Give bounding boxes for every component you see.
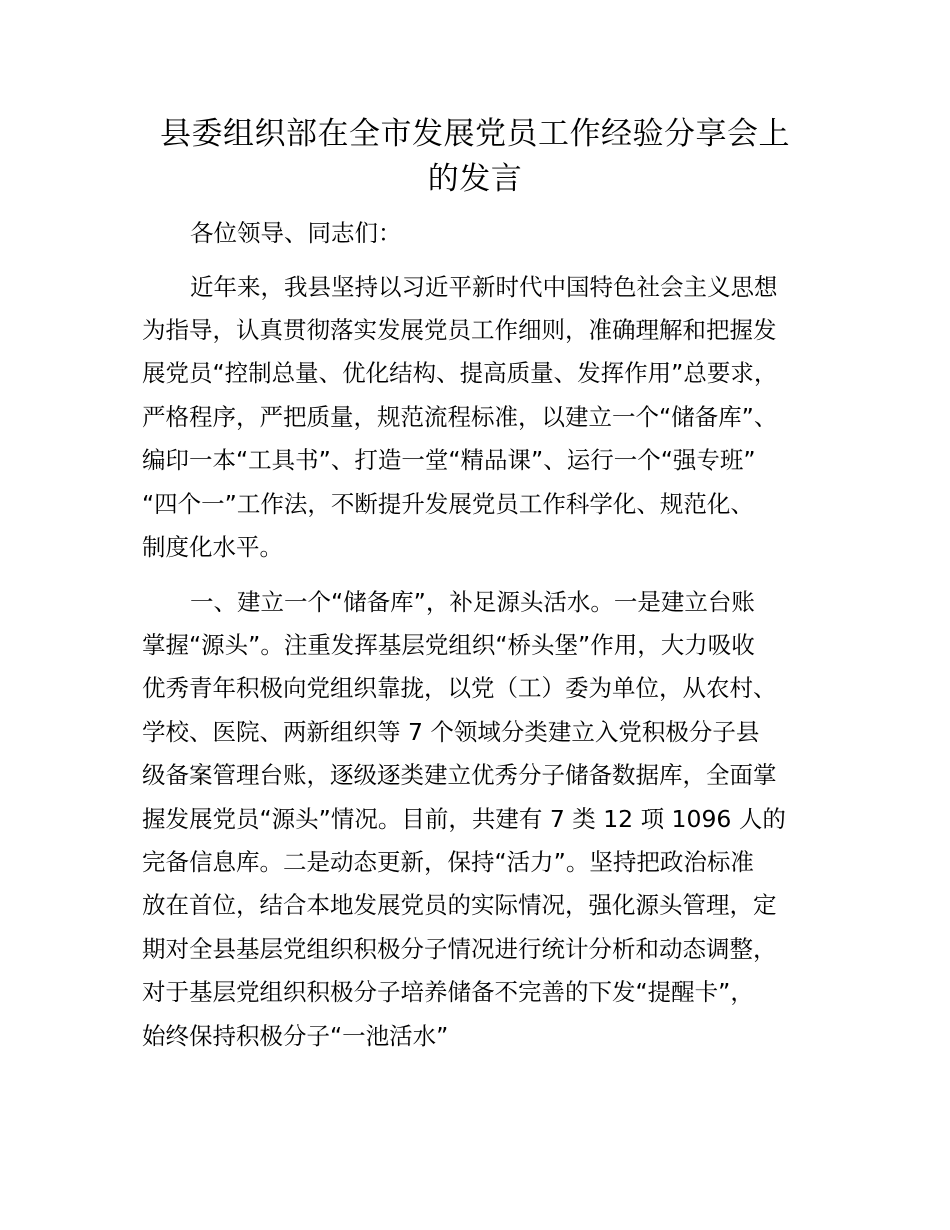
paragraph2-line-7: 完备信息库。二是动态更新，保持“活力”。坚持把政治标准 xyxy=(142,848,754,876)
paragraph2-line-11: 始终保持积极分子“一池活水” xyxy=(142,1022,449,1050)
salutation: 各位领导、同志们： xyxy=(190,219,402,247)
paragraph2-line-1: 一、建立一个“储备库”，补足源头活水。一是建立台账 xyxy=(190,588,755,616)
paragraph1-line-1: 近年来，我县坚持以习近平新时代中国特色社会主义思想 xyxy=(190,273,778,301)
paragraph1-line-2: 为指导，认真贯彻落实发展党员工作细则，准确理解和把握发 xyxy=(142,316,777,344)
title-line-2: 的发言 xyxy=(427,161,523,197)
paragraph1-line-4: 严格程序，严把质量，规范流程标准，以建立一个“储备库”、 xyxy=(142,403,778,431)
paragraph2-line-4: 学校、医院、两新组织等 7 个领域分类建立入党积极分子县 xyxy=(142,718,760,746)
paragraph1-line-5: 编印一本“工具书”、打造一堂“精品课”、运行一个“强专班” xyxy=(142,446,756,474)
paragraph2-line-3: 优秀青年积极向党组织靠拢，以党（工）委为单位，从农村、 xyxy=(142,674,777,702)
paragraph2-line-5: 级备案管理台账，逐级逐类建立优秀分子储备数据库，全面掌 xyxy=(142,761,777,789)
paragraph2-line-2: 掌握“源头”。注重发挥基层党组织“桥头堡”作用，大力吸收 xyxy=(142,631,755,659)
paragraph2-line-8: 放在首位，结合本地发展党员的实际情况，强化源头管理，定 xyxy=(142,891,777,919)
paragraph1-line-6: “四个一”工作法，不断提升发展党员工作科学化、规范化、 xyxy=(142,490,754,518)
paragraph1-line-7: 制度化水平。 xyxy=(142,533,283,561)
paragraph2-line-6: 握发展党员“源头”情况。目前，共建有 7 类 12 项 1096 人的 xyxy=(142,805,786,833)
paragraph2-line-10: 对于基层党组织积极分子培养储备不完善的下发“提醒卡”， xyxy=(142,978,754,1006)
document-title xyxy=(120,112,830,202)
paragraph1-line-3: 展党员“控制总量、优化结构、提高质量、发挥作用”总要求， xyxy=(142,359,778,387)
title-line-1: 县委组织部在全市发展党员工作经验分享会上 xyxy=(160,116,790,152)
paragraph2-line-9: 期对全县基层党组织积极分子情况进行统计分析和动态调整， xyxy=(142,935,777,963)
